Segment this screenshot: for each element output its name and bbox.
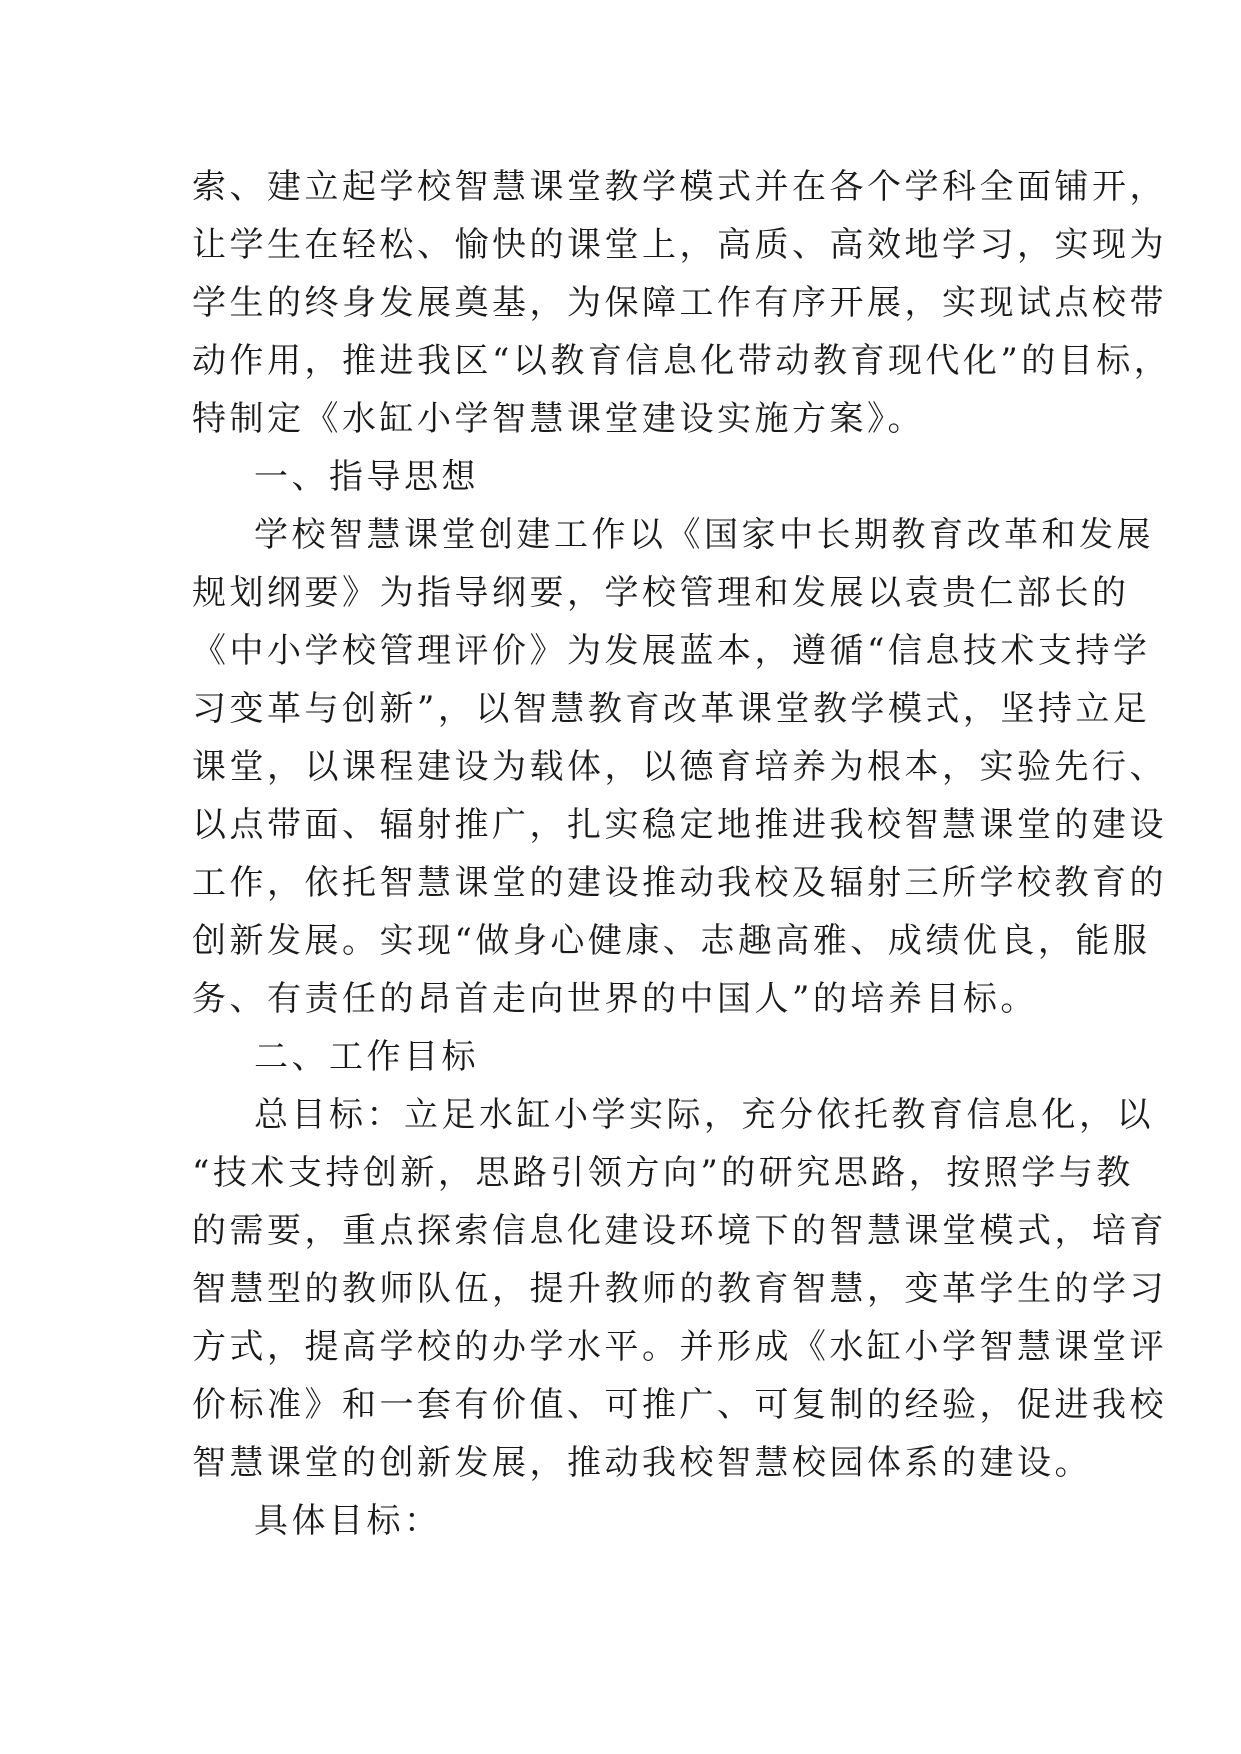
- text-line: 智慧型的教师队伍，提升教师的教育智慧，变革学生的学习: [192, 1269, 1167, 1309]
- text-line: 以点带面、辐射推广，扎实稳定地推进我校智慧课堂的建设: [192, 805, 1167, 845]
- text-line: 智慧课堂的创新发展，推动我校智慧校园体系的建设。: [192, 1443, 1092, 1483]
- text-line: 价标准》和一套有价值、可推广、可复制的经验，促进我校: [192, 1385, 1167, 1425]
- text-line: 学校智慧课堂创建工作以《国家中长期教育改革和发展: [254, 515, 1154, 555]
- text-line: 动作用，推进我区“以教育信息化带动教育现代化”的目标，: [192, 341, 1172, 381]
- section-heading-work-goals: 二、工作目标: [254, 1037, 479, 1077]
- text-line: 总目标：立足水缸小学实际，充分依托教育信息化，以: [254, 1095, 1154, 1135]
- section-heading-guiding-ideology: 一、指导思想: [254, 457, 479, 497]
- text-line: 课堂，以课程建设为载体，以德育培养为根本，实验先行、: [192, 747, 1167, 787]
- text-line: 方式，提高学校的办学水平。并形成《水缸小学智慧课堂评: [192, 1327, 1167, 1367]
- text-line: 学生的终身发展奠基，为保障工作有序开展，实现试点校带: [192, 283, 1167, 323]
- text-line: 务、有责任的昂首走向世界的中国人”的培养目标。: [192, 979, 1038, 1019]
- text-line: 索、建立起学校智慧课堂教学模式并在各个学科全面铺开，: [192, 167, 1167, 207]
- text-line: 特制定《水缸小学智慧课堂建设实施方案》。: [192, 399, 925, 439]
- text-line: 的需要，重点探索信息化建设环境下的智慧课堂模式，培育: [192, 1211, 1167, 1251]
- text-line: 习变革与创新”，以智慧教育改革课堂教学模式，坚持立足: [192, 689, 1151, 729]
- text-line: 工作，依托智慧课堂的建设推动我校及辐射三所学校教育的: [192, 863, 1167, 903]
- text-line: 《中小学校管理评价》为发展蓝本，遵循“信息技术支持学: [192, 631, 1151, 671]
- text-line: 让学生在轻松、愉快的课堂上，高质、高效地学习，实现为: [192, 225, 1167, 265]
- text-line: 创新发展。实现“做身心健康、志趣高雅、成绩优良，能服: [192, 921, 1151, 961]
- subheading-specific-goals: 具体目标：: [254, 1501, 442, 1541]
- document-body: [192, 158, 1172, 1550]
- text-line: 规划纲要》为指导纲要，学校管理和发展以袁贵仁部长的: [192, 573, 1130, 613]
- text-line: “技术支持创新，思路引领方向”的研究思路，按照学与教: [192, 1153, 1134, 1193]
